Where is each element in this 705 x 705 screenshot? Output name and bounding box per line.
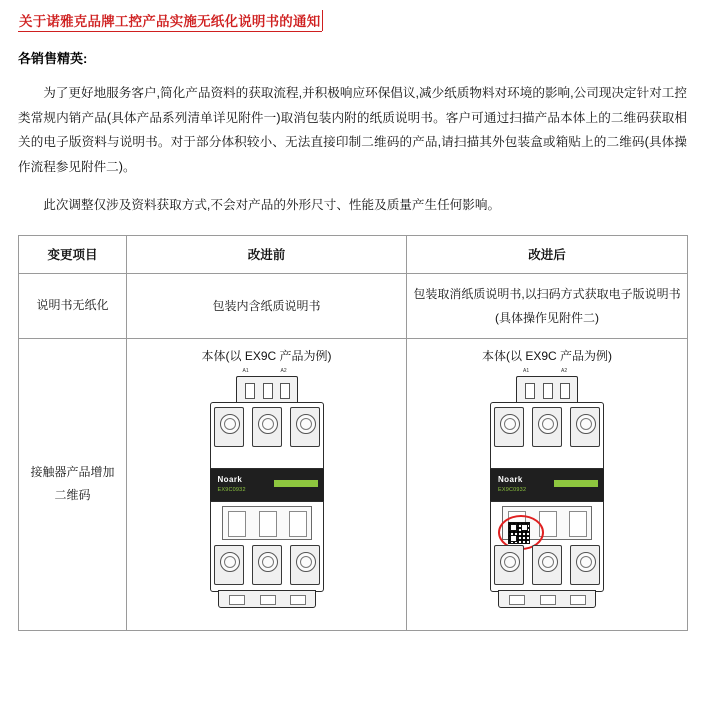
coil-slot (245, 383, 255, 399)
caption-before: 本体(以 EX9C 产品为例) (201, 348, 332, 363)
bottom-terminals (214, 544, 320, 586)
panel-segment (289, 511, 307, 537)
terminal (290, 407, 320, 447)
coil-terminal-block (516, 367, 578, 404)
row-before-contactor (127, 338, 407, 630)
salutation: 各销售精英: (18, 51, 88, 66)
label-band (490, 468, 604, 502)
brand-logo: Noark (217, 474, 243, 484)
terminal (570, 407, 600, 447)
foot-notch (570, 595, 586, 605)
bottom-terminals (494, 544, 600, 586)
model-code: EX9C0932 (498, 486, 527, 493)
panel-segment (569, 511, 587, 537)
terminal-label-a1: A1 (242, 367, 249, 374)
table-header-after: 改进后 (407, 235, 688, 273)
green-accent-bar (554, 480, 598, 487)
terminal (214, 545, 244, 585)
mounting-foot (218, 590, 316, 608)
foot-notch (290, 595, 306, 605)
terminal (494, 407, 524, 447)
terminal-label-a1: A1 (523, 367, 530, 374)
table-header-before: 改进前 (127, 235, 407, 273)
table-row (19, 273, 688, 338)
label-band (210, 468, 324, 502)
paragraph-2: 此次调整仅涉及资料获取方式,不会对产品的外形尺寸、性能及质量产生任何影响。 (43, 198, 501, 213)
coil-terminal-block (236, 367, 298, 404)
row-after-paperless: 包装取消纸质说明书,以扫码方式获取电子版说明书(具体操作见附件二) (407, 273, 688, 338)
terminal (252, 407, 282, 447)
foot-notch (260, 595, 276, 605)
panel-segment (228, 511, 246, 537)
terminal (532, 545, 562, 585)
top-terminals (214, 406, 320, 448)
foot-notch (540, 595, 556, 605)
contactor-drawing (192, 367, 342, 622)
panel-segment (259, 511, 277, 537)
foot-notch (509, 595, 525, 605)
lower-panel (222, 506, 312, 540)
model-code: EX9C0932 (217, 486, 246, 493)
paragraph-1: 为了更好地服务客户,简化产品资料的获取流程,并积极响应环保倡议,减少纸质物料对环境的影响,公司现决定针对工控类常规内销产品(具体产品系列清单详见附件一)取消包装内附的纸质说明书。客户可通过扫描产品本体上的二维码获取相关的电子版资料与说明书。对于部分体积较小、无法直接印制二维码的产品,请扫描其外包装盒或箱贴上的二维码(具体操作流程参见附件二)。 (18, 86, 687, 174)
contactor-drawing (472, 367, 622, 622)
brand-logo: Noark (498, 474, 523, 484)
terminal (252, 545, 282, 585)
top-terminals (494, 406, 600, 448)
table-row (19, 338, 688, 630)
caption-after: 本体(以 EX9C 产品为例) (481, 348, 612, 363)
row-before-paperless: 包装内含纸质说明书 (127, 273, 407, 338)
terminal-label-a2: A2 (280, 367, 287, 374)
coil-slot (280, 383, 290, 399)
terminal (532, 407, 562, 447)
coil-slot (560, 383, 570, 399)
row-after-contactor (407, 338, 688, 630)
device-illustration-before (192, 367, 342, 622)
terminal (494, 545, 524, 585)
table-header-item: 变更项目 (19, 235, 127, 273)
terminal-label-a2: A2 (561, 367, 568, 374)
foot-notch (229, 595, 245, 605)
table-header-row (19, 235, 688, 273)
row-label-paperless: 说明书无纸化 (19, 273, 127, 338)
coil-slot (263, 383, 273, 399)
mounting-foot (498, 590, 596, 608)
device-illustration-after (472, 367, 622, 622)
change-table (18, 235, 688, 631)
terminal (570, 545, 600, 585)
page-title: 关于诺雅克品牌工控产品实施无纸化说明书的通知 (18, 10, 322, 32)
terminal (214, 407, 244, 447)
row-label-contactor-qr: 接触器产品增加二维码 (19, 338, 127, 630)
terminal (290, 545, 320, 585)
coil-slot (525, 383, 535, 399)
coil-slot (543, 383, 553, 399)
green-accent-bar (274, 480, 318, 487)
